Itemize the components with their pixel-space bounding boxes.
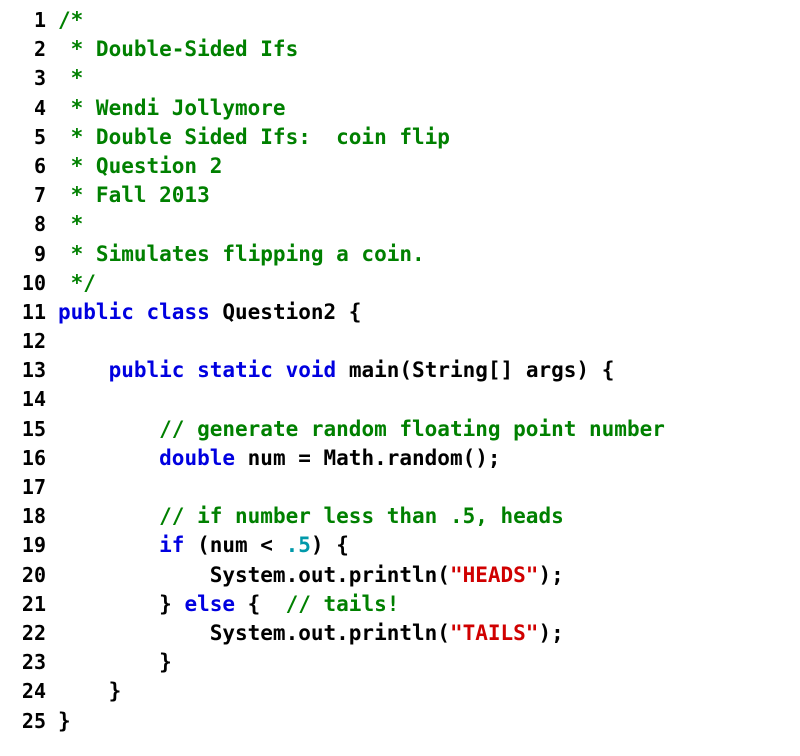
code-line — [0, 561, 800, 590]
code-line — [0, 707, 800, 736]
code-line — [0, 94, 800, 123]
code-token-comment: * Fall 2013 — [58, 183, 210, 208]
line-content — [58, 356, 800, 385]
line-content — [58, 561, 800, 590]
line-number: 23 — [21, 650, 46, 675]
line-number: 15 — [21, 416, 46, 441]
code-token-keyword: public — [58, 299, 134, 324]
line-number: 21 — [21, 591, 46, 616]
code-token-comment: * Double Sided Ifs: coin flip — [58, 124, 450, 149]
code-line — [0, 677, 800, 706]
code-token-comment: // if number less than .5, heads — [159, 504, 564, 529]
line-number: 13 — [21, 358, 46, 383]
line-content — [58, 240, 800, 269]
code-line — [0, 35, 800, 64]
code-token-plain — [184, 358, 197, 382]
line-number: 8 — [33, 212, 46, 237]
line-content — [58, 6, 800, 35]
line-content — [58, 64, 800, 93]
code-token-plain — [58, 446, 159, 470]
line-content — [58, 619, 800, 648]
code-line — [0, 590, 800, 619]
code-line — [0, 356, 800, 385]
line-content — [58, 269, 800, 298]
line-number: 7 — [33, 183, 46, 208]
code-line — [0, 385, 800, 414]
code-token-plain: ); — [538, 562, 564, 587]
code-token-comment: * Simulates flipping a coin. — [58, 241, 425, 266]
code-token-plain — [273, 358, 286, 382]
code-token-comment: */ — [58, 270, 96, 295]
code-token-comment: * Wendi Jollymore — [58, 95, 286, 120]
code-token-keyword: else — [184, 591, 236, 616]
code-token-comment: // generate random floating point number — [159, 416, 665, 441]
line-number: 3 — [33, 66, 46, 91]
code-line — [0, 152, 800, 181]
line-content — [58, 123, 800, 152]
line-number: 10 — [21, 270, 46, 295]
line-number: 25 — [21, 708, 46, 733]
line-number: 6 — [33, 153, 46, 178]
code-token-comment: * Question 2 — [58, 153, 223, 178]
code-token-plain: (num < — [184, 533, 286, 558]
code-token-keyword: static — [197, 358, 273, 383]
line-number: 18 — [21, 504, 46, 529]
code-token-plain — [134, 300, 147, 324]
line-number: 14 — [21, 387, 46, 412]
line-number: 1 — [33, 8, 46, 32]
line-number: 11 — [21, 299, 46, 324]
code-token-plain: System.out.println( — [58, 620, 450, 645]
line-number: 20 — [21, 562, 46, 587]
line-content — [58, 502, 800, 531]
code-line — [0, 327, 800, 356]
code-token-plain — [58, 533, 159, 557]
code-token-plain: { — [235, 591, 286, 616]
code-line — [0, 64, 800, 93]
code-line — [0, 181, 800, 210]
code-line — [0, 502, 800, 531]
line-number: 24 — [21, 679, 46, 704]
code-line — [0, 240, 800, 269]
code-token-comment: * Double-Sided Ifs — [58, 37, 299, 62]
code-token-plain: main(String[] args) { — [336, 358, 615, 383]
code-line — [0, 531, 800, 560]
code-token-plain: System.out.println( — [58, 562, 450, 587]
code-token-plain: } — [58, 679, 122, 704]
line-content — [58, 298, 800, 327]
code-token-plain: ); — [538, 620, 564, 645]
code-token-comment: // tails! — [285, 591, 400, 616]
line-number: 2 — [33, 37, 46, 62]
line-number: 16 — [21, 445, 46, 470]
line-number: 17 — [21, 475, 46, 499]
code-line — [0, 298, 800, 327]
code-line — [0, 210, 800, 239]
line-content — [58, 94, 800, 123]
code-line — [0, 269, 800, 298]
code-token-comment: * — [58, 212, 84, 237]
code-line — [0, 415, 800, 444]
line-number: 4 — [33, 95, 46, 120]
code-token-keyword: void — [285, 358, 337, 383]
line-content — [58, 181, 800, 210]
code-line — [0, 473, 800, 502]
line-number: 5 — [33, 124, 46, 149]
code-token-comment: /* — [58, 8, 84, 32]
code-line — [0, 648, 800, 677]
code-line — [0, 123, 800, 152]
code-token-plain: ) { — [310, 533, 349, 558]
code-token-plain: Question2 { — [209, 299, 362, 324]
line-content — [58, 707, 800, 736]
line-number: 19 — [21, 533, 46, 558]
code-token-plain: num = Math.random(); — [235, 445, 501, 470]
code-token-keyword: if — [159, 533, 185, 558]
code-token-plain — [58, 417, 159, 441]
line-content — [58, 152, 800, 181]
code-token-plain — [58, 504, 159, 528]
code-line — [0, 444, 800, 473]
code-line — [0, 619, 800, 648]
code-token-string: "TAILS" — [449, 620, 539, 645]
code-token-comment: * — [58, 66, 84, 91]
line-content — [58, 590, 800, 619]
line-number: 12 — [21, 329, 46, 354]
line-content — [58, 35, 800, 64]
code-token-plain: } — [58, 708, 71, 733]
code-token-string: "HEADS" — [449, 562, 539, 587]
line-content — [58, 415, 800, 444]
code-token-plain: } — [58, 591, 185, 616]
line-content — [58, 210, 800, 239]
line-content — [58, 444, 800, 473]
code-line — [0, 6, 800, 35]
code-token-number: .5 — [285, 533, 311, 558]
code-token-plain: } — [58, 650, 172, 675]
line-number: 22 — [21, 620, 46, 645]
code-token-keyword: class — [146, 299, 210, 324]
line-content — [58, 531, 800, 560]
line-content — [58, 648, 800, 677]
line-content — [58, 677, 800, 706]
code-token-keyword: double — [159, 445, 236, 470]
code-token-plain — [58, 358, 109, 382]
line-number: 9 — [33, 241, 46, 266]
code-token-keyword: public — [108, 358, 185, 383]
